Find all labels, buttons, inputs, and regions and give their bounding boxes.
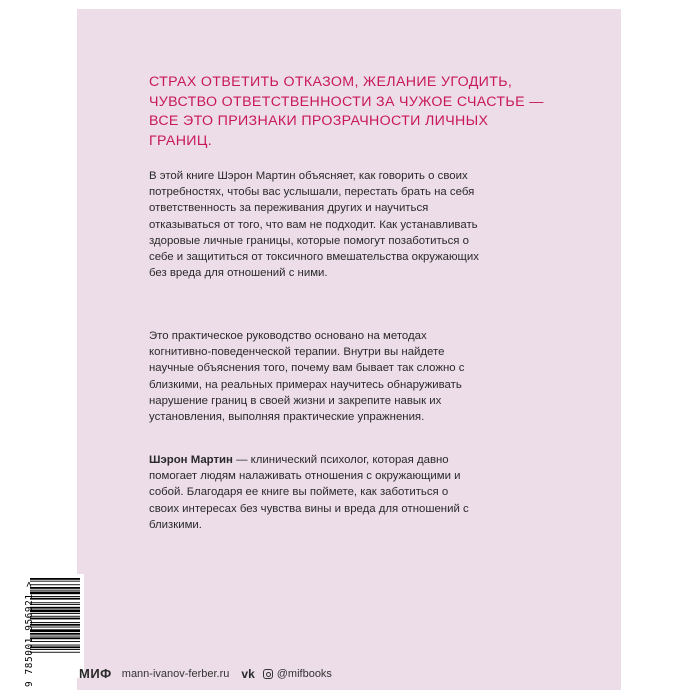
description-paragraph-1: В этой книге Шэрон Мартин объясняет, как говорить о своих потребностях, чтобы вас услышали, перестать брать на себя ответственность за переживания других и научиться отказываться от того, что вам не подходит. Как устанавливать здоровые личные границы, которые помогут позаботиться о себе и защититься от токсичного вмешательства окружающих без вреда для отношений с ними. [149,170,479,280]
barcode-bar [30,622,80,623]
instagram-icon[interactable] [263,669,273,679]
barcode-bar [30,596,80,597]
website-link[interactable]: mann-ivanov-ferber.ru [121,667,230,680]
barcode-bar [30,587,80,589]
barcode-bar [30,627,80,628]
barcode-bar [30,636,80,637]
instagram-handle[interactable]: @mifbooks [276,667,332,680]
author-bio: — клинический психолог, которая давно помогает людям налаживать отношения с окружающими и собой. Благодаря ее книге вы поймете, как заботиться о своих интересах без чувства вины и вреда для отношений с близкими. [149,454,469,531]
barcode-bar [30,602,80,603]
barcode-bars [4,574,84,678]
barcode-bar [30,598,80,600]
barcode-bar [30,607,80,609]
description-paragraph-2: Это практическое руководство основано на методах когнитивно-поведенческой терапии. Внутри вы найдете научные объяснения того, почему вам бывает так сложно с близкими, на реальных примерах научитесь обнаруживать нарушение границ в своей жизни и закрепите навык их установления, выполняя практические упражнения. [149,330,465,424]
barcode-bar [30,581,80,582]
isbn-number: 9 785001 956921 > [24,580,35,687]
isbn-barcode [4,574,84,678]
barcode-bar [30,624,80,626]
barcode-bar [30,629,80,632]
barcode-bar [30,652,80,653]
barcode-bar [30,613,80,614]
barcode-bar [30,610,80,613]
barcode-bar [30,649,80,650]
barcode-bar [30,584,80,585]
book-back-cover [77,9,621,690]
publisher-footer [79,666,332,681]
barcode-bar [30,646,80,648]
vk-icon[interactable]: vk [241,666,255,681]
author-paragraph [149,452,479,533]
headline: СТРАХ ОТВЕТИТЬ ОТКАЗОМ, ЖЕЛАНИЕ УГОДИТЬ, ЧУВСТВО ОТВЕТСТВЕННОСТИ ЗА ЧУЖОЕ СЧАСТЬЕ — ВСЕ ЭТО ПРИЗНАКИ ПРОЗРАЧНОСТИ ЛИЧНЫХ ГРАНИЦ. [149,74,544,149]
barcode-bar [30,637,80,639]
publisher-logo: МИФ [79,666,112,681]
author-name: Шэрон Мартин [149,454,233,466]
barcode-bar [30,578,80,580]
barcode-bar [30,633,80,635]
barcode-bar [30,592,80,595]
barcode-bar [30,604,80,605]
barcode-bar [30,618,80,620]
barcode-bar [30,641,80,642]
barcode-bar [30,616,80,617]
barcode-bar [30,590,80,591]
barcode-bar [30,645,80,646]
